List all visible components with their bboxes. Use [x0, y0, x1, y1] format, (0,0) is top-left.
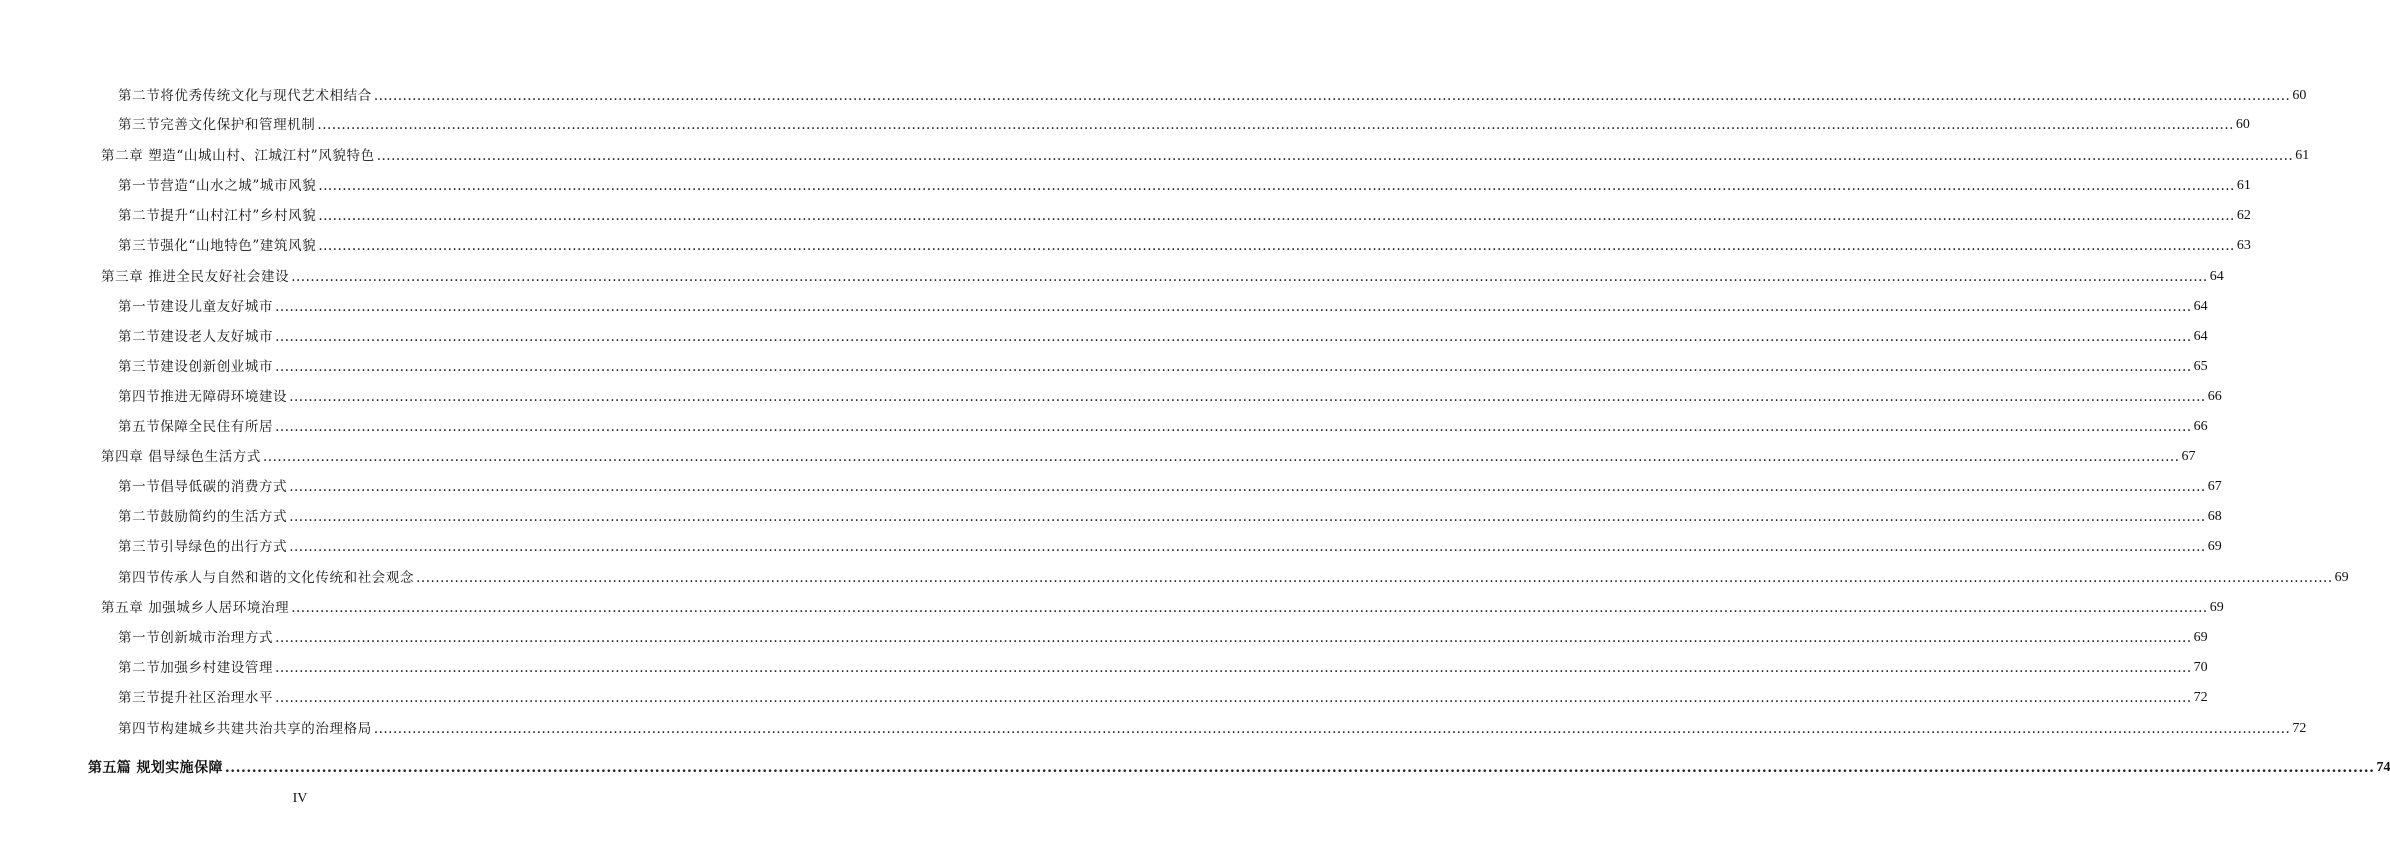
- toc-entry-title: 第一节营造“山水之城”城市风貌: [118, 178, 317, 194]
- toc-entry-title: 第二节将优秀传统文化与现代艺术相结合: [118, 88, 372, 104]
- toc-entry-title: 第二节提升“山村江村”乡村风貌: [118, 208, 317, 224]
- toc-entry-page: 66: [2207, 389, 2222, 404]
- toc-entry-page: 70: [2193, 660, 2208, 675]
- toc-entry-section[interactable]: [118, 716, 2307, 738]
- toc-entry-chapter[interactable]: [101, 444, 2196, 466]
- toc-entry-section[interactable]: [118, 324, 2208, 346]
- toc-leader-dots: ................................................................................................................................................................................................................................................................................................................................................................................................................: [291, 600, 2208, 616]
- toc-entry-title: 第四节构建城乡共建共治共享的治理格局: [118, 721, 372, 737]
- toc-entry-page: 66: [2193, 419, 2208, 434]
- toc-entry-page: 72: [2292, 721, 2307, 736]
- toc-entry-title: 第三章 推进全民友好社会建设: [101, 269, 290, 285]
- toc-entry-title: 第三节提升社区治理水平: [118, 690, 274, 706]
- toc-entry-section[interactable]: [118, 294, 2208, 316]
- toc-leader-dots: ................................................................................................................................................................................................................................................................................................................................................................................................................: [275, 690, 2192, 706]
- toc-leader-dots: ................................................................................................................................................................................................................................................................................................................................................................................................................: [291, 269, 2208, 285]
- toc-entry-page: 61: [2295, 148, 2310, 163]
- toc-leader-dots: ................................................................................................................................................................................................................................................................................................................................................................................................................: [224, 760, 2375, 776]
- toc-leader-dots: ................................................................................................................................................................................................................................................................................................................................................................................................................: [275, 630, 2192, 646]
- toc-entry-title: 第二章 塑造“山城山村、江城江村”风貌特色: [101, 148, 375, 164]
- toc-entry-title: 第三节引导绿色的出行方式: [118, 539, 288, 555]
- page-number-footer: IV: [292, 791, 308, 806]
- toc-entry-section[interactable]: [118, 83, 2307, 105]
- toc-leader-dots: ................................................................................................................................................................................................................................................................................................................................................................................................................: [373, 88, 2291, 104]
- toc-entry-page: 72: [2193, 690, 2208, 705]
- toc-entry-section[interactable]: [118, 655, 2208, 677]
- toc-entry-chapter[interactable]: [101, 595, 2224, 617]
- toc-entry-page: 60: [2292, 88, 2307, 103]
- toc-entry-page: 62: [2236, 208, 2251, 223]
- toc-entry-section[interactable]: [118, 384, 2222, 406]
- toc-leader-dots: ................................................................................................................................................................................................................................................................................................................................................................................................................: [289, 389, 2206, 405]
- toc-entry-title: 第二节鼓励简约的生活方式: [118, 509, 288, 525]
- toc-entry-section[interactable]: [118, 504, 2222, 526]
- toc-entry-page: 69: [2334, 570, 2349, 585]
- toc-entry-title: 第二节加强乡村建设管理: [118, 660, 274, 676]
- toc-entry-title: 第四节推进无障碍环境建设: [118, 389, 288, 405]
- toc-entry-page: 68: [2207, 509, 2222, 524]
- toc-leader-dots: ................................................................................................................................................................................................................................................................................................................................................................................................................: [318, 238, 2235, 254]
- toc-entry-page: 64: [2209, 269, 2224, 284]
- toc-entry-title: 第三节强化“山地特色”建筑风貌: [118, 238, 317, 254]
- toc-leader-dots: ................................................................................................................................................................................................................................................................................................................................................................................................................: [289, 509, 2206, 525]
- toc-entry-section[interactable]: [118, 534, 2222, 556]
- toc-entry-title: 第五篇 规划实施保障: [88, 760, 223, 776]
- toc-leader-dots: ................................................................................................................................................................................................................................................................................................................................................................................................................: [289, 479, 2206, 495]
- toc-entry-chapter[interactable]: [101, 143, 2310, 165]
- toc-leader-dots: ................................................................................................................................................................................................................................................................................................................................................................................................................: [263, 449, 2180, 465]
- toc-entry-title: 第一节创新城市治理方式: [118, 630, 274, 646]
- toc-entry-part[interactable]: [88, 755, 2390, 777]
- toc-leader-dots: ................................................................................................................................................................................................................................................................................................................................................................................................................: [275, 329, 2192, 345]
- toc-entry-page: 69: [2193, 630, 2208, 645]
- toc-entry-page: 60: [2235, 117, 2250, 132]
- toc-entry-section[interactable]: [118, 474, 2222, 496]
- toc-leader-dots: ................................................................................................................................................................................................................................................................................................................................................................................................................: [317, 117, 2234, 133]
- toc-entry-section[interactable]: [118, 354, 2208, 376]
- toc-entry-section[interactable]: [118, 233, 2251, 255]
- toc-entry-page: 67: [2181, 449, 2196, 464]
- toc-leader-dots: ................................................................................................................................................................................................................................................................................................................................................................................................................: [373, 721, 2291, 737]
- toc-entry-page: 67: [2207, 479, 2222, 494]
- toc-entry-title: 第三节建设创新创业城市: [118, 359, 274, 375]
- toc-leader-dots: ................................................................................................................................................................................................................................................................................................................................................................................................................: [289, 539, 2206, 555]
- toc-entry-chapter[interactable]: [101, 264, 2224, 286]
- toc-leader-dots: ................................................................................................................................................................................................................................................................................................................................................................................................................: [275, 419, 2192, 435]
- toc-leader-dots: ................................................................................................................................................................................................................................................................................................................................................................................................................: [416, 570, 2333, 586]
- toc-entry-title: 第三节完善文化保护和管理机制: [118, 117, 316, 133]
- toc-entry-title: 第五章 加强城乡人居环境治理: [101, 600, 290, 616]
- toc-entry-page: 65: [2193, 359, 2208, 374]
- toc-entry-section[interactable]: [118, 625, 2208, 647]
- toc-entry-title: 第一节倡导低碳的消费方式: [118, 479, 288, 495]
- toc-entry-page: 61: [2236, 178, 2251, 193]
- toc-leader-dots: ................................................................................................................................................................................................................................................................................................................................................................................................................: [275, 660, 2192, 676]
- toc-leader-dots: ................................................................................................................................................................................................................................................................................................................................................................................................................: [275, 299, 2192, 315]
- toc-leader-dots: ................................................................................................................................................................................................................................................................................................................................................................................................................: [376, 148, 2294, 164]
- toc-leader-dots: ................................................................................................................................................................................................................................................................................................................................................................................................................: [318, 208, 2235, 224]
- toc-entry-section[interactable]: [118, 565, 2349, 587]
- toc-leader-dots: ................................................................................................................................................................................................................................................................................................................................................................................................................: [275, 359, 2192, 375]
- toc-entry-page: 74: [2376, 760, 2390, 775]
- toc-entry-title: 第四节传承人与自然和谐的文化传统和社会观念: [118, 570, 415, 586]
- toc-entry-title: 第一节建设儿童友好城市: [118, 299, 274, 315]
- toc-entry-section[interactable]: [118, 203, 2251, 225]
- toc-entry-section[interactable]: [118, 173, 2251, 195]
- toc-entry-page: 69: [2209, 600, 2224, 615]
- toc-entry-title: 第四章 倡导绿色生活方式: [101, 449, 261, 465]
- toc-entry-title: 第二节建设老人友好城市: [118, 329, 274, 345]
- toc-entry-section[interactable]: [118, 414, 2208, 436]
- toc-entry-page: 64: [2193, 329, 2208, 344]
- toc-leader-dots: ................................................................................................................................................................................................................................................................................................................................................................................................................: [318, 178, 2235, 194]
- toc-entry-page: 63: [2236, 238, 2251, 253]
- toc-entry-section[interactable]: [118, 112, 2250, 134]
- toc-entry-page: 64: [2193, 299, 2208, 314]
- toc-entry-section[interactable]: [118, 685, 2208, 707]
- toc-entry-title: 第五节保障全民住有所居: [118, 419, 274, 435]
- toc-entry-page: 69: [2207, 539, 2222, 554]
